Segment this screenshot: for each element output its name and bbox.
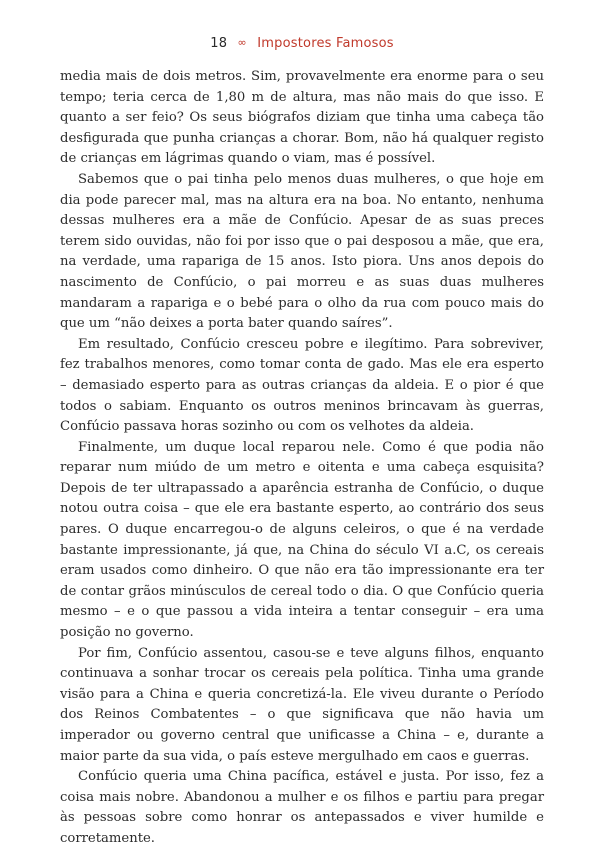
book-title: Impostores Famosos [257, 36, 394, 51]
infinity-ornament-icon: ∞ [237, 36, 247, 49]
paragraph: Por fim, Confúcio assentou, casou-se e teve alguns filhos, enquanto continuava a sonhar trocar os cereais pela política. Tinha uma grande visão para a China e queria concretizá-la. Ele viveu durante o Período dos Reinos Combatentes – o que significava que não havia um imperador ou governo central que unificasse a China – e, durante a maior parte da sua vida, o país esteve mergulhado em caos e guerras. [60, 645, 544, 764]
paragraph: Finalmente, um duque local reparou nele. Como é que podia não reparar num miúdo de um metro e oitenta e uma cabeça esquisita? Depois de ter ultrapassado a aparência estranha de Confúcio, o duque notou outra coisa – que ele era bastante esperto, ao contrário dos seus pares. O duque encarregou-o de alguns celeiros, o que é na verdade bastante impressionante, já que, na China do século VI a.C, os cereais eram usados como dinheiro. O que não era tão impressionante era ter de contar grãos minúsculos de cereal todo o dia. O que Confúcio queria mesmo – e o que passou a vida inteira a tentar conseguir – era uma posição no governo. [60, 439, 544, 641]
running-header [60, 36, 544, 51]
paragraph: Em resultado, Confúcio cresceu pobre e ilegítimo. Para sobreviver, fez trabalhos menores, como tomar conta de gado. Mas ele era esperto – demasiado esperto para as outras crianças da aldeia. E o pior é que todos o sabiam. Enquanto os outros meninos brincavam às guerras, Confúcio passava horas sozinho ou com os velhotes da aldeia. [60, 336, 544, 435]
book-page [60, 36, 544, 846]
page-number: 18 [210, 36, 228, 51]
paragraph: media mais de dois metros. Sim, provavelmente era enorme para o seu tempo; teria cerca de 1,80 m de altura, mas não mais do que isso. E quanto a ser feio? Os seus biógrafos diziam que tinha uma cabeça tão desfigurada que punha crianças a chorar. Bom, não há qualquer registo de crianças em lágrimas quando o viam, mas é possível. [60, 69, 544, 167]
paragraph: Sabemos que o pai tinha pelo menos duas mulheres, o que hoje em dia pode parecer mal, mas na altura era na boa. No entanto, nenhuma dessas mulheres era a mãe de Confúcio. Apesar de as suas preces terem sido ouvidas, não foi por isso que o pai desposou a mãe, que era, na verdade, uma rapariga de 15 anos. Isto piora. Uns anos depois do nascimento de Confúcio, o pai morreu e as suas duas mulheres mandaram a rapariga e o bebé para o olho da rua com pouco mais do que um “não deixes a porta bater quando saíres”. [60, 171, 544, 332]
paragraph: Confúcio queria uma China pacífica, estável e justa. Por isso, fez a coisa mais nobre. Abandonou a mulher e os filhos e partiu para pregar às pessoas sobre como honrar os antepassados e viver humilde e corretamente. [60, 769, 544, 846]
body-text [60, 67, 544, 850]
